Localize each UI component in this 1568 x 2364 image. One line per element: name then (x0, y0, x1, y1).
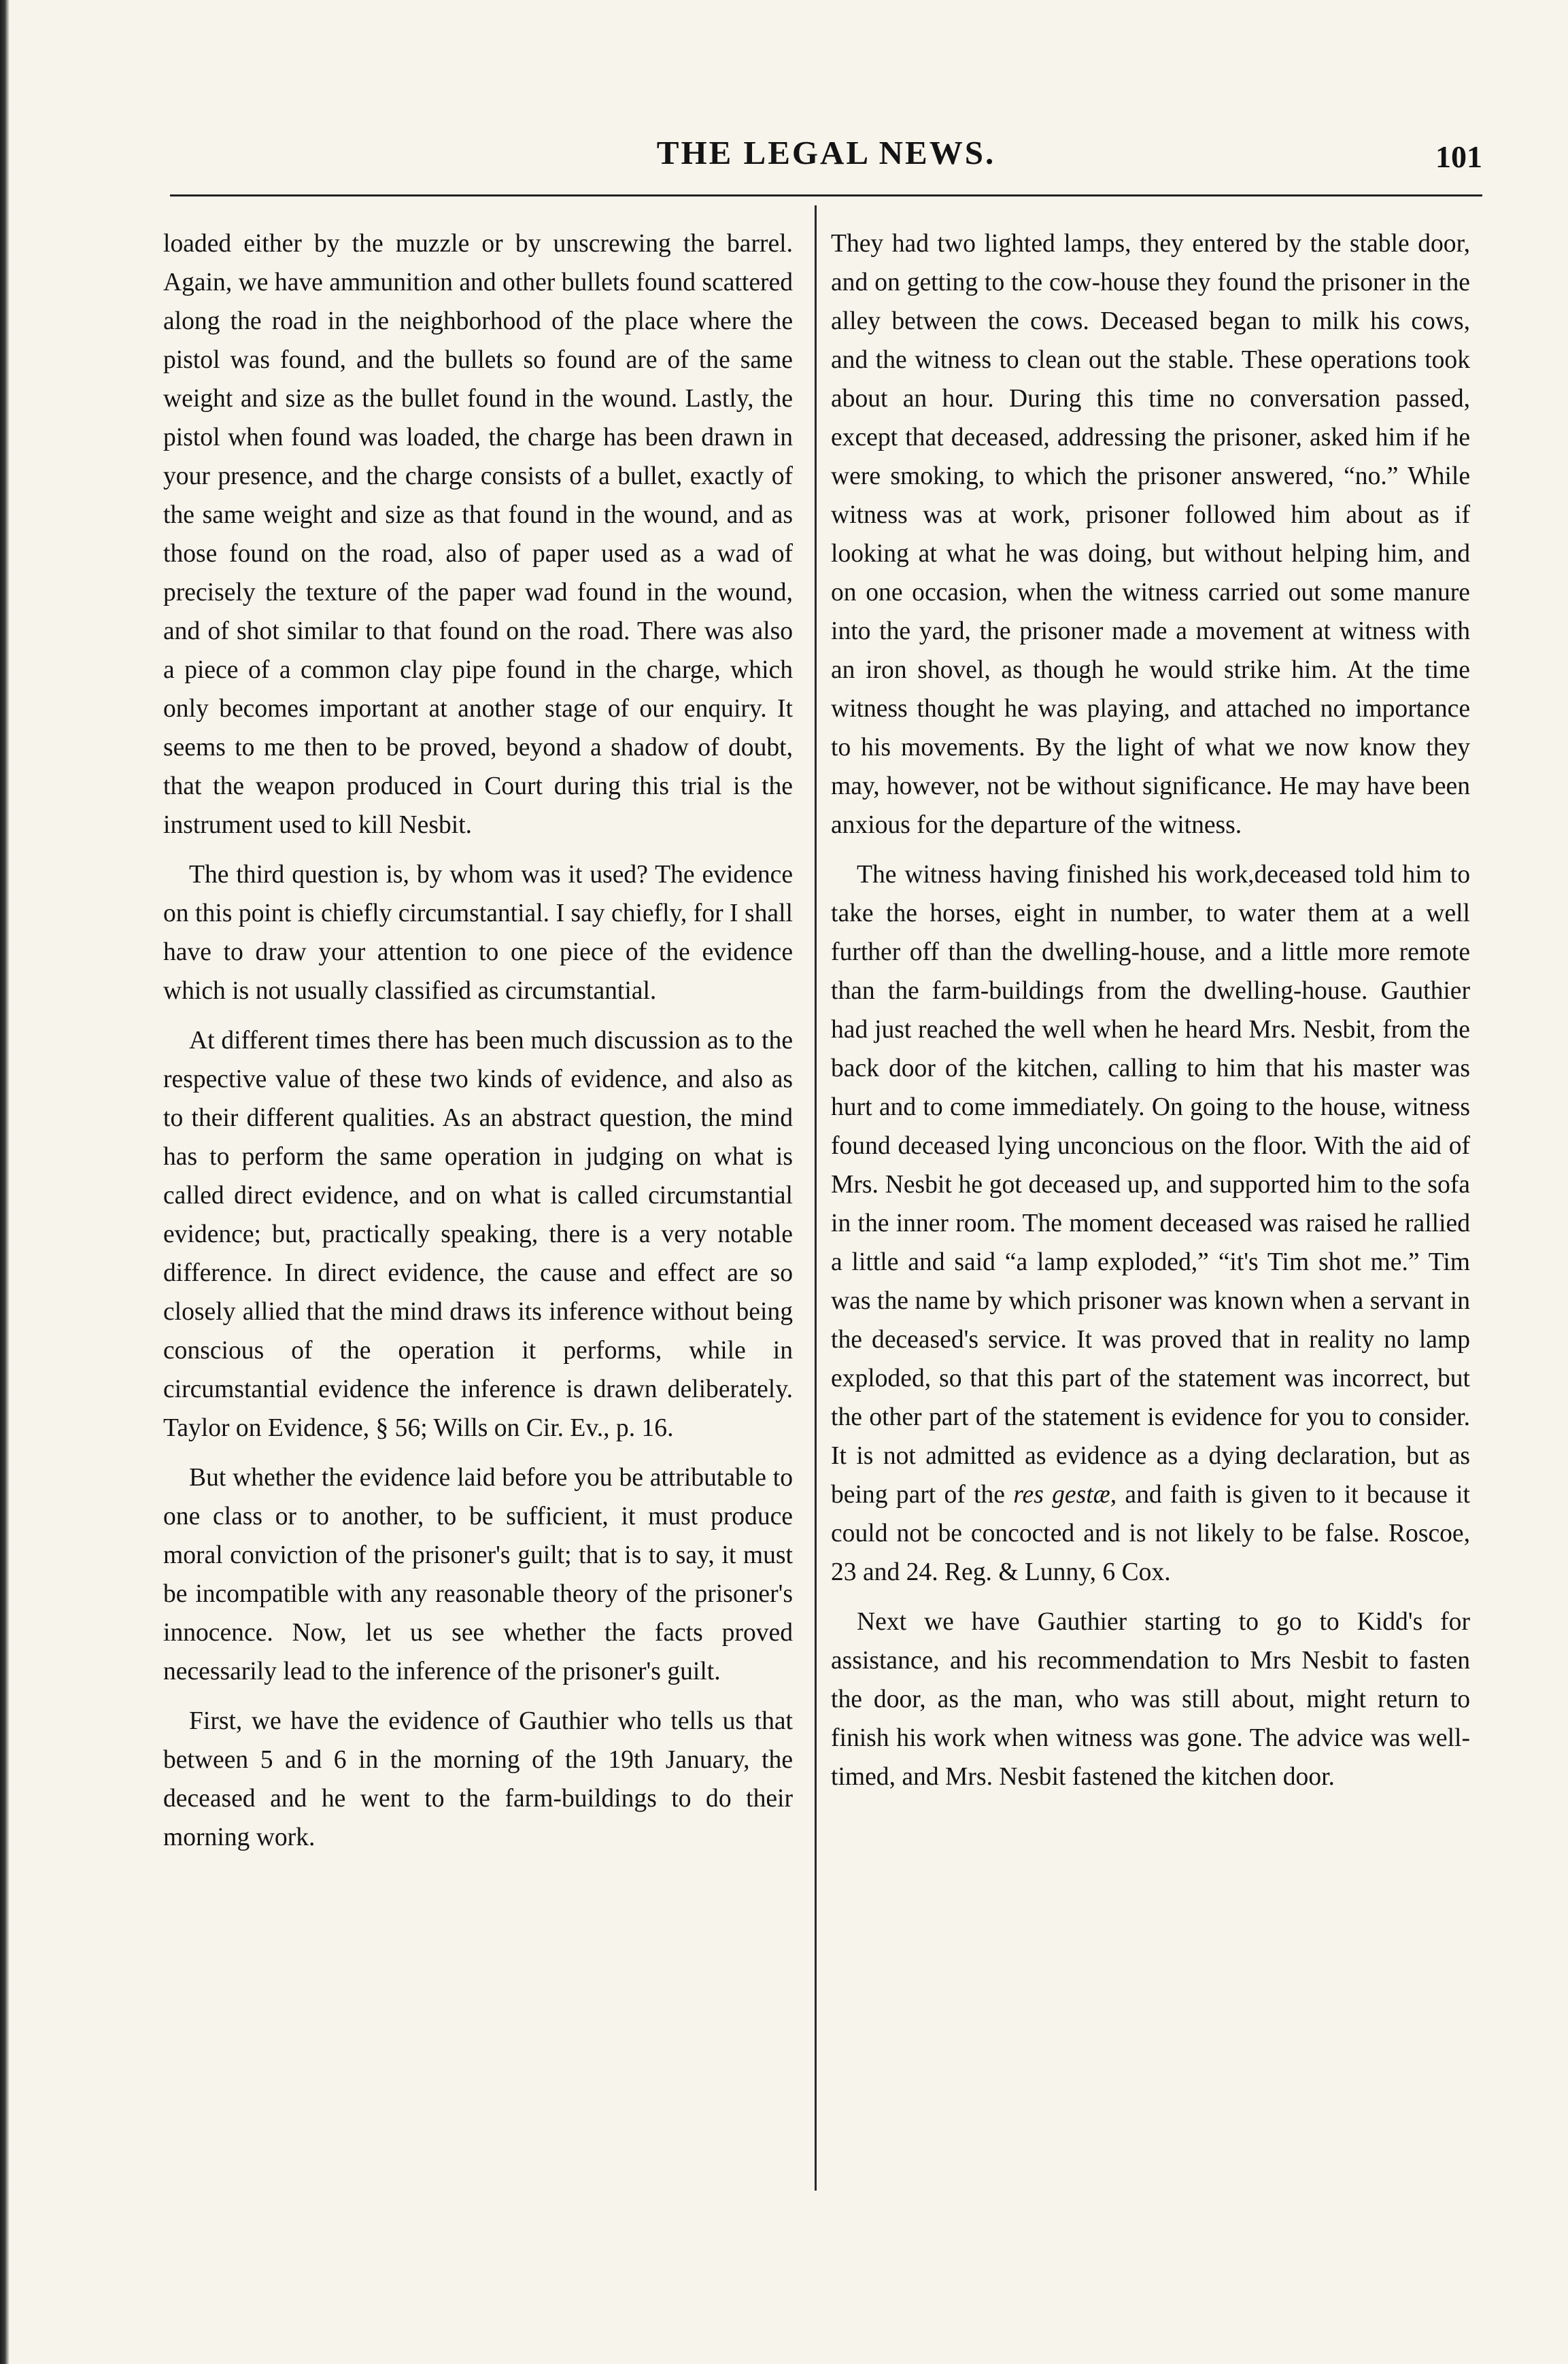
left-column (163, 224, 793, 1868)
running-title: THE LEGAL NEWS. (656, 134, 996, 171)
left-paragraph-5: First, we have the evidence of Gauthier who tells us that between 5 and 6 in the morning of the 19th January, the deceased and he went to the farm-buildings to do their morning work. (163, 1707, 793, 1851)
page-binding-edge (0, 0, 10, 2364)
page-header (170, 133, 1482, 194)
column-divider (815, 205, 817, 2191)
right-paragraph-1: They had two lighted lamps, they entered by the stable door, and on getting to the cow-house they found the prisoner in the alley between the cows. Deceased began to milk his cows, and the witness to clean out the stable. These operations took about an hour. During this time no conversation passed, except that deceased, addressing the prisoner, asked him if he were smoking, to which the prisoner answered, “no.” While witness was at work, prisoner followed him about as if looking at what he was doing, but without helping him, and on one occasion, when the witness carried out some manure into the yard, the prisoner made a movement at witness with an iron shovel, as though he would strike him. At the time witness thought he was playing, and attached no importance to his movements. By the light of what we now know they may, however, not be without significance. He may have been anxious for the departure of the witness. (831, 230, 1470, 839)
right-paragraph-2 (831, 855, 1470, 1592)
right-column (831, 224, 1470, 1807)
header-rule (170, 194, 1482, 196)
left-paragraph-1: loaded either by the muzzle or by unscrewing the barrel. Again, we have ammunition and other bullets found scattered along the road in the neighborhood of the place where the pistol was found, and the bullets so found are of the same weight and size as the bullet found in the wound. Lastly, the pistol when found was loaded, the charge has been drawn in your presence, and the charge consists of a bullet, exactly of the same weight and size as that found in the wound, and as those found on the road, also of paper used as a wad of precisely the texture of the paper wad found in the wound, and of shot similar to that found on the road. There was also a piece of a common clay pipe found in the charge, which only becomes important at another stage of our enquiry. It seems to me then to be proved, beyond a shadow of doubt, that the weapon produced in Court during this trial is the instrument used to kill Nesbit. (163, 230, 793, 839)
left-paragraph-4: But whether the evidence laid before you be attributable to one class or to another, to be sufficient, it must produce moral conviction of the prisoner's guilt; that is to say, it must be incompatible with any reasonable theory of the prisoner's innocence. Now, let us see whether the facts proved necessarily lead to the inference of the prisoner's guilt. (163, 1464, 793, 1685)
left-paragraph-3: At different times there has been much discussion as to the respective value of these two kinds of evidence, and also as to their different qualities. As an abstract question, the mind has to perform the same operation in judging on what is called direct evidence, and on what is called circumstantial evidence; but, practically speaking, there is a very notable difference. In direct evidence, the cause and effect are so closely allied that the mind draws its inference without being conscious of the operation it performs, while in circumstantial evidence the inference is drawn deliberately. Taylor on Evidence, § 56; Wills on Cir. Ev., p. 16. (163, 1027, 793, 1442)
res-gestae-phrase: res gestæ, (1013, 1481, 1117, 1509)
page-number: 101 (1435, 139, 1482, 174)
right-paragraph-2-text: The witness having finished his work,deceased told him to take the horses, eight in number, to water them at a well further off than the dwelling-house, and a little more remote than the farm-buildings from the dwelling-house. Gauthier had just reached the well when he heard Mrs. Nesbit, from the back door of the kitchen, calling to him that his master was hurt and to come immediately. On going to the house, witness found deceased lying unconcious on the floor. With the aid of Mrs. Nesbit he got deceased up, and supported him to the sofa in the inner room. The moment deceased was raised he rallied a little and said “a lamp exploded,” “it's Tim shot me.” Tim was the name by which prisoner was known when a servant in the deceased's service. It was proved that in reality no lamp exploded, so that this part of the statement was incorrect, but the other part of the statement is evidence for you to consider. It is not admitted as evidence as a dying declaration, but as being part of the (831, 861, 1470, 1509)
right-paragraph-3: Next we have Gauthier starting to go to Kidd's for assistance, and his recommendation to Mrs Nesbit to fasten the door, as the man, who was still about, might return to finish his work when witness was gone. The advice was well-timed, and Mrs. Nesbit fastened the kitchen door. (831, 1608, 1470, 1791)
right-paragraph-2-end: and faith is given to it because it could not be concocted and is not likely to be false. Roscoe, 23 and 24. Reg. & Lunny, 6 Cox. (831, 1481, 1470, 1586)
left-paragraph-2: The third question is, by whom was it used? The evidence on this point is chiefly circumstantial. I say chiefly, for I shall have to draw your attention to one piece of the evidence which is not usually classified as circumstantial. (163, 861, 793, 1005)
